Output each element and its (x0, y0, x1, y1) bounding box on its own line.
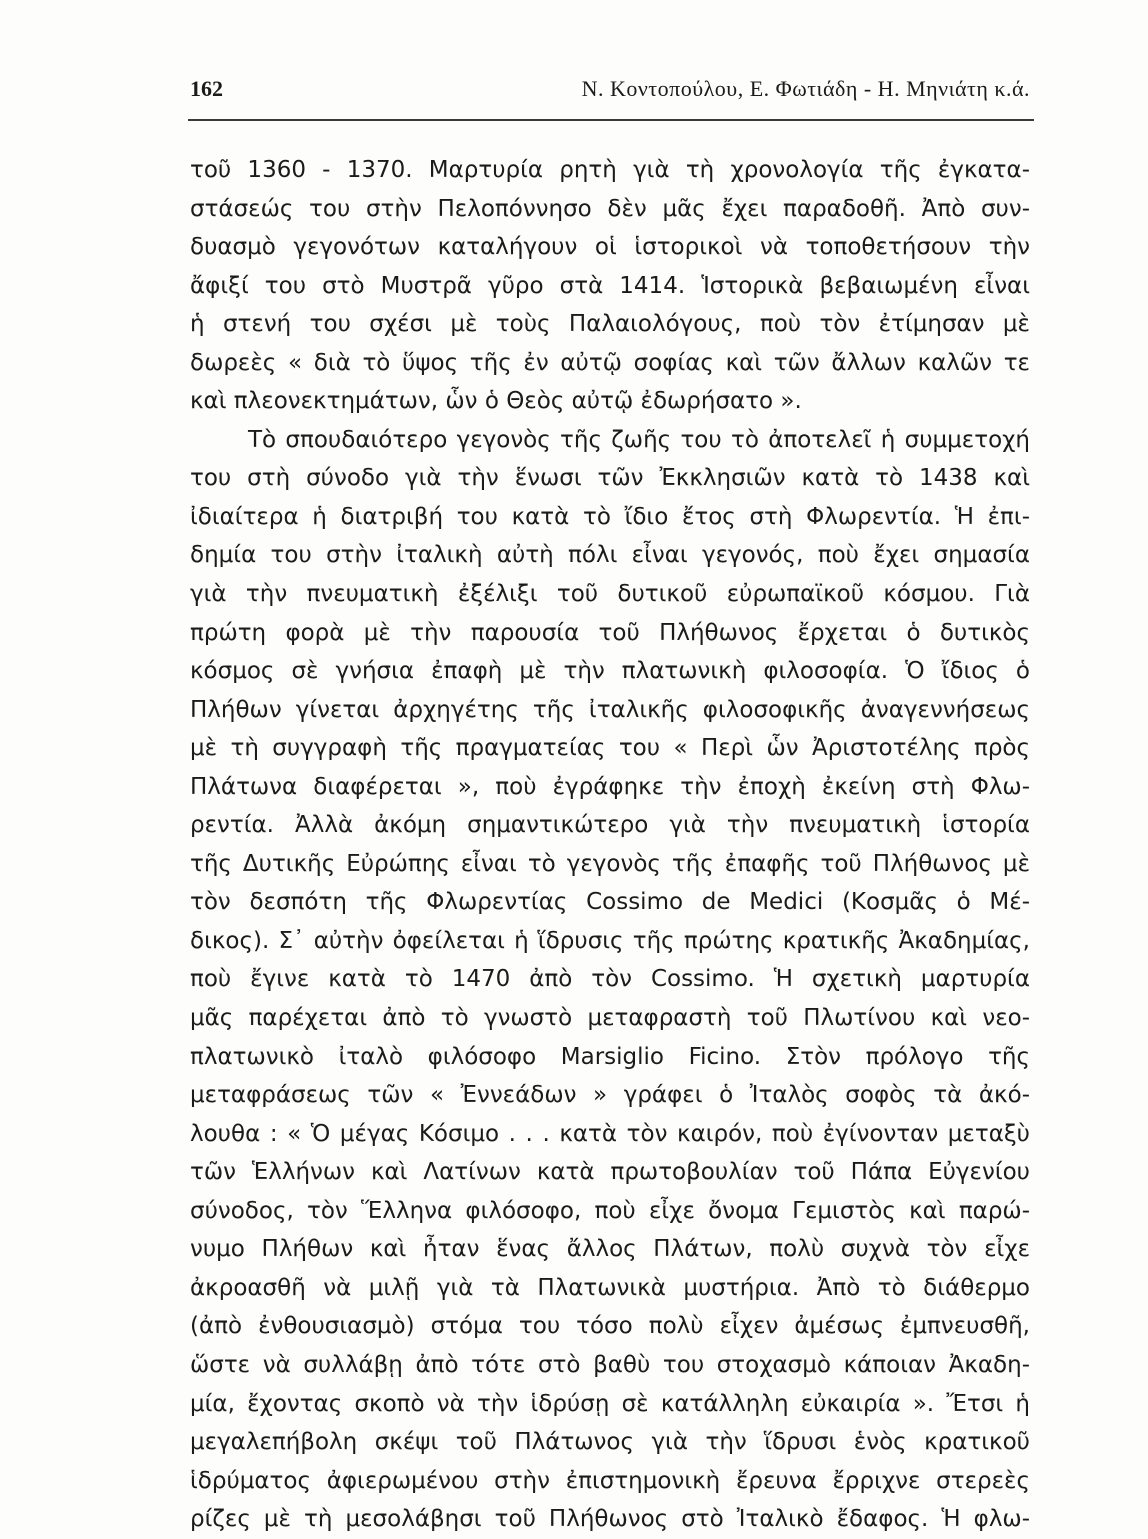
text-line: τῆς Δυτικῆς Εὐρώπης εἶναι τὸ γεγονὸς τῆς ἐπαφῆς τοῦ Πλήθωνος μὲ (190, 850, 1030, 877)
paragraph-start-line: Τὸ σπουδαιότερο γεγονὸς τῆς ζωῆς του τὸ ἀποτελεῖ ἡ συμμετοχή (248, 426, 1030, 453)
page-header (190, 76, 1030, 110)
text-line: μεγαλεπήβολη σκέψι τοῦ Πλάτωνος γιὰ τὴν ἵδρυσι ἑνὸς κρατικοῦ (190, 1429, 1030, 1456)
text-line: δικος). Σ᾽ αὐτὴν ὀφείλεται ἡ ἵδρυσις τῆς πρώτης κρατικῆς Ἀκαδημίας, (190, 927, 1030, 954)
text-line: ρίζες μὲ τὴ μεσολάβησι τοῦ Πλήθωνος στὸ Ἰταλικὸ ἔδαφος. Ἡ φλω- (190, 1506, 1030, 1533)
text-line: (ἀπὸ ἐνθουσιασμὸ) στόμα του τόσο πολὺ εἶχεν ἀμέσως ἐμπνευσθῆ, (190, 1313, 1030, 1340)
text-line: γιὰ τὴν πνευματικὴ ἐξέλιξι τοῦ δυτικοῦ εὐρωπαϊκοῦ κόσμου. Γιὰ (190, 581, 1030, 608)
text-line: μία, ἔχοντας σκοπὸ νὰ τὴν ἱδρύσῃ σὲ κατάλληλη εὐκαιρία ». Ἔτσι ἡ (190, 1390, 1030, 1417)
page-number: 162 (190, 76, 223, 101)
text-line: ἰδιαίτερα ἡ διατριβή του κατὰ τὸ ἴδιο ἔτος στὴ Φλωρεντία. Ἡ ἐπι- (190, 503, 1030, 530)
text-line: ποὺ ἔγινε κατὰ τὸ 1470 ἀπὸ τὸν Cossimo. Ἡ σχετικὴ μαρτυρία (190, 966, 1030, 993)
running-head: Ν. Κοντοπούλου, Ε. Φωτιάδη - Η. Μηνιάτη κ.ά. (581, 76, 1030, 101)
text-line: δημία του στὴν ἰταλικὴ αὐτὴ πόλι εἶναι γεγονός, ποὺ ἔχει σημασία (190, 542, 1030, 569)
text-line: Πλήθων γίνεται ἀρχηγέτης τῆς ἰταλικῆς φιλοσοφικῆς ἀναγεννήσεως (190, 696, 1030, 723)
text-line: τὸν δεσπότη τῆς Φλωρεντίας Cossimo de Medici (Κοσμᾶς ὁ Μέ- (190, 889, 1030, 916)
text-line: λουθα : « Ὁ μέγας Κόσιμο . . . κατὰ τὸν καιρόν, ποὺ ἐγίνονταν μεταξὺ (190, 1120, 1030, 1147)
body-text (190, 151, 1030, 1539)
text-line: Πλάτωνα διαφέρεται », ποὺ ἐγράφηκε τὴν ἐποχὴ ἐκείνη στὴ Φλω- (190, 773, 1030, 800)
text-line: πλατωνικὸ ἰταλὸ φιλόσοφο Marsiglio Ficino. Στὸν πρόλογο τῆς (190, 1043, 1030, 1070)
text-line: δυασμὸ γεγονότων καταλήγουν οἱ ἱστορικοὶ νὰ τοποθετήσουν τὴν (190, 234, 1030, 261)
text-line: ἄφιξί του στὸ Μυστρᾶ γῦρο στὰ 1414. Ἱστορικὰ βεβαιωμένη εἶναι (190, 272, 1030, 299)
header-rule (188, 119, 1034, 121)
text-line: του στὴ σύνοδο γιὰ τὴν ἕνωσι τῶν Ἐκκλησιῶν κατὰ τὸ 1438 καὶ (190, 465, 1030, 492)
text-line: μεταφράσεως τῶν « Ἐννεάδων » γράφει ὁ Ἰταλὸς σοφὸς τὰ ἀκό- (190, 1082, 1030, 1109)
text-line: ἱδρύματος ἀφιερωμένου στὴν ἐπιστημονικὴ ἔρευνα ἔρριχνε στερεὲς (190, 1467, 1030, 1494)
text-line: ἡ στενή του σχέσι μὲ τοὺς Παλαιολόγους, ποὺ τὸν ἐτίμησαν μὲ (190, 311, 1030, 338)
text-line: τῶν Ἑλλήνων καὶ Λατίνων κατὰ πρωτοβουλίαν τοῦ Πάπα Εὐγενίου (190, 1159, 1030, 1186)
text-line: σύνοδος, τὸν Ἕλληνα φιλόσοφο, ποὺ εἶχε ὄνομα Γεμιστὸς καὶ παρώ- (190, 1197, 1030, 1224)
text-line: ρεντία. Ἀλλὰ ἀκόμη σημαντικώτερο γιὰ τὴν πνευματικὴ ἱστορία (190, 812, 1030, 839)
text-line: μὲ τὴ συγγραφὴ τῆς πραγματείας του « Περὶ ὧν Ἀριστοτέλης πρὸς (190, 735, 1030, 762)
text-line: στάσεώς του στὴν Πελοπόννησο δὲν μᾶς ἔχει παραδοθῆ. Ἀπὸ συν- (190, 195, 1030, 222)
text-line: δωρεὲς « διὰ τὸ ὕψος τῆς ἐν αὐτῷ σοφίας καὶ τῶν ἄλλων καλῶν τε (190, 349, 1030, 376)
text-line: καὶ πλεονεκτημάτων, ὧν ὁ Θεὸς αὐτῷ ἐδωρήσατο ». (190, 388, 802, 415)
text-line: μᾶς παρέχεται ἀπὸ τὸ γνωστὸ μεταφραστὴ τοῦ Πλωτίνου καὶ νεο- (190, 1005, 1030, 1032)
text-line: νυμο Πλήθων καὶ ἦταν ἕνας ἄλλος Πλάτων, πολὺ συχνὰ τὸν εἶχε (190, 1236, 1030, 1263)
text-line: τοῦ 1360 - 1370. Μαρτυρία ρητὴ γιὰ τὴ χρονολογία τῆς ἐγκατα- (190, 157, 1030, 183)
text-line: ἀκροασθῆ νὰ μιλῇ γιὰ τὰ Πλατωνικὰ μυστήρια. Ἀπὸ τὸ διάθερμο (190, 1274, 1030, 1301)
text-line: κόσμος σὲ γνήσια ἐπαφὴ μὲ τὴν πλατωνικὴ φιλοσοφία. Ὁ ἴδιος ὁ (190, 658, 1030, 685)
text-line: πρώτη φορὰ μὲ τὴν παρουσία τοῦ Πλήθωνος ἔρχεται ὁ δυτικὸς (190, 619, 1030, 646)
text-line: ὥστε νὰ συλλάβῃ ἀπὸ τότε στὸ βαθὺ του στοχασμὸ κάποιαν Ἀκαδη- (190, 1351, 1030, 1378)
